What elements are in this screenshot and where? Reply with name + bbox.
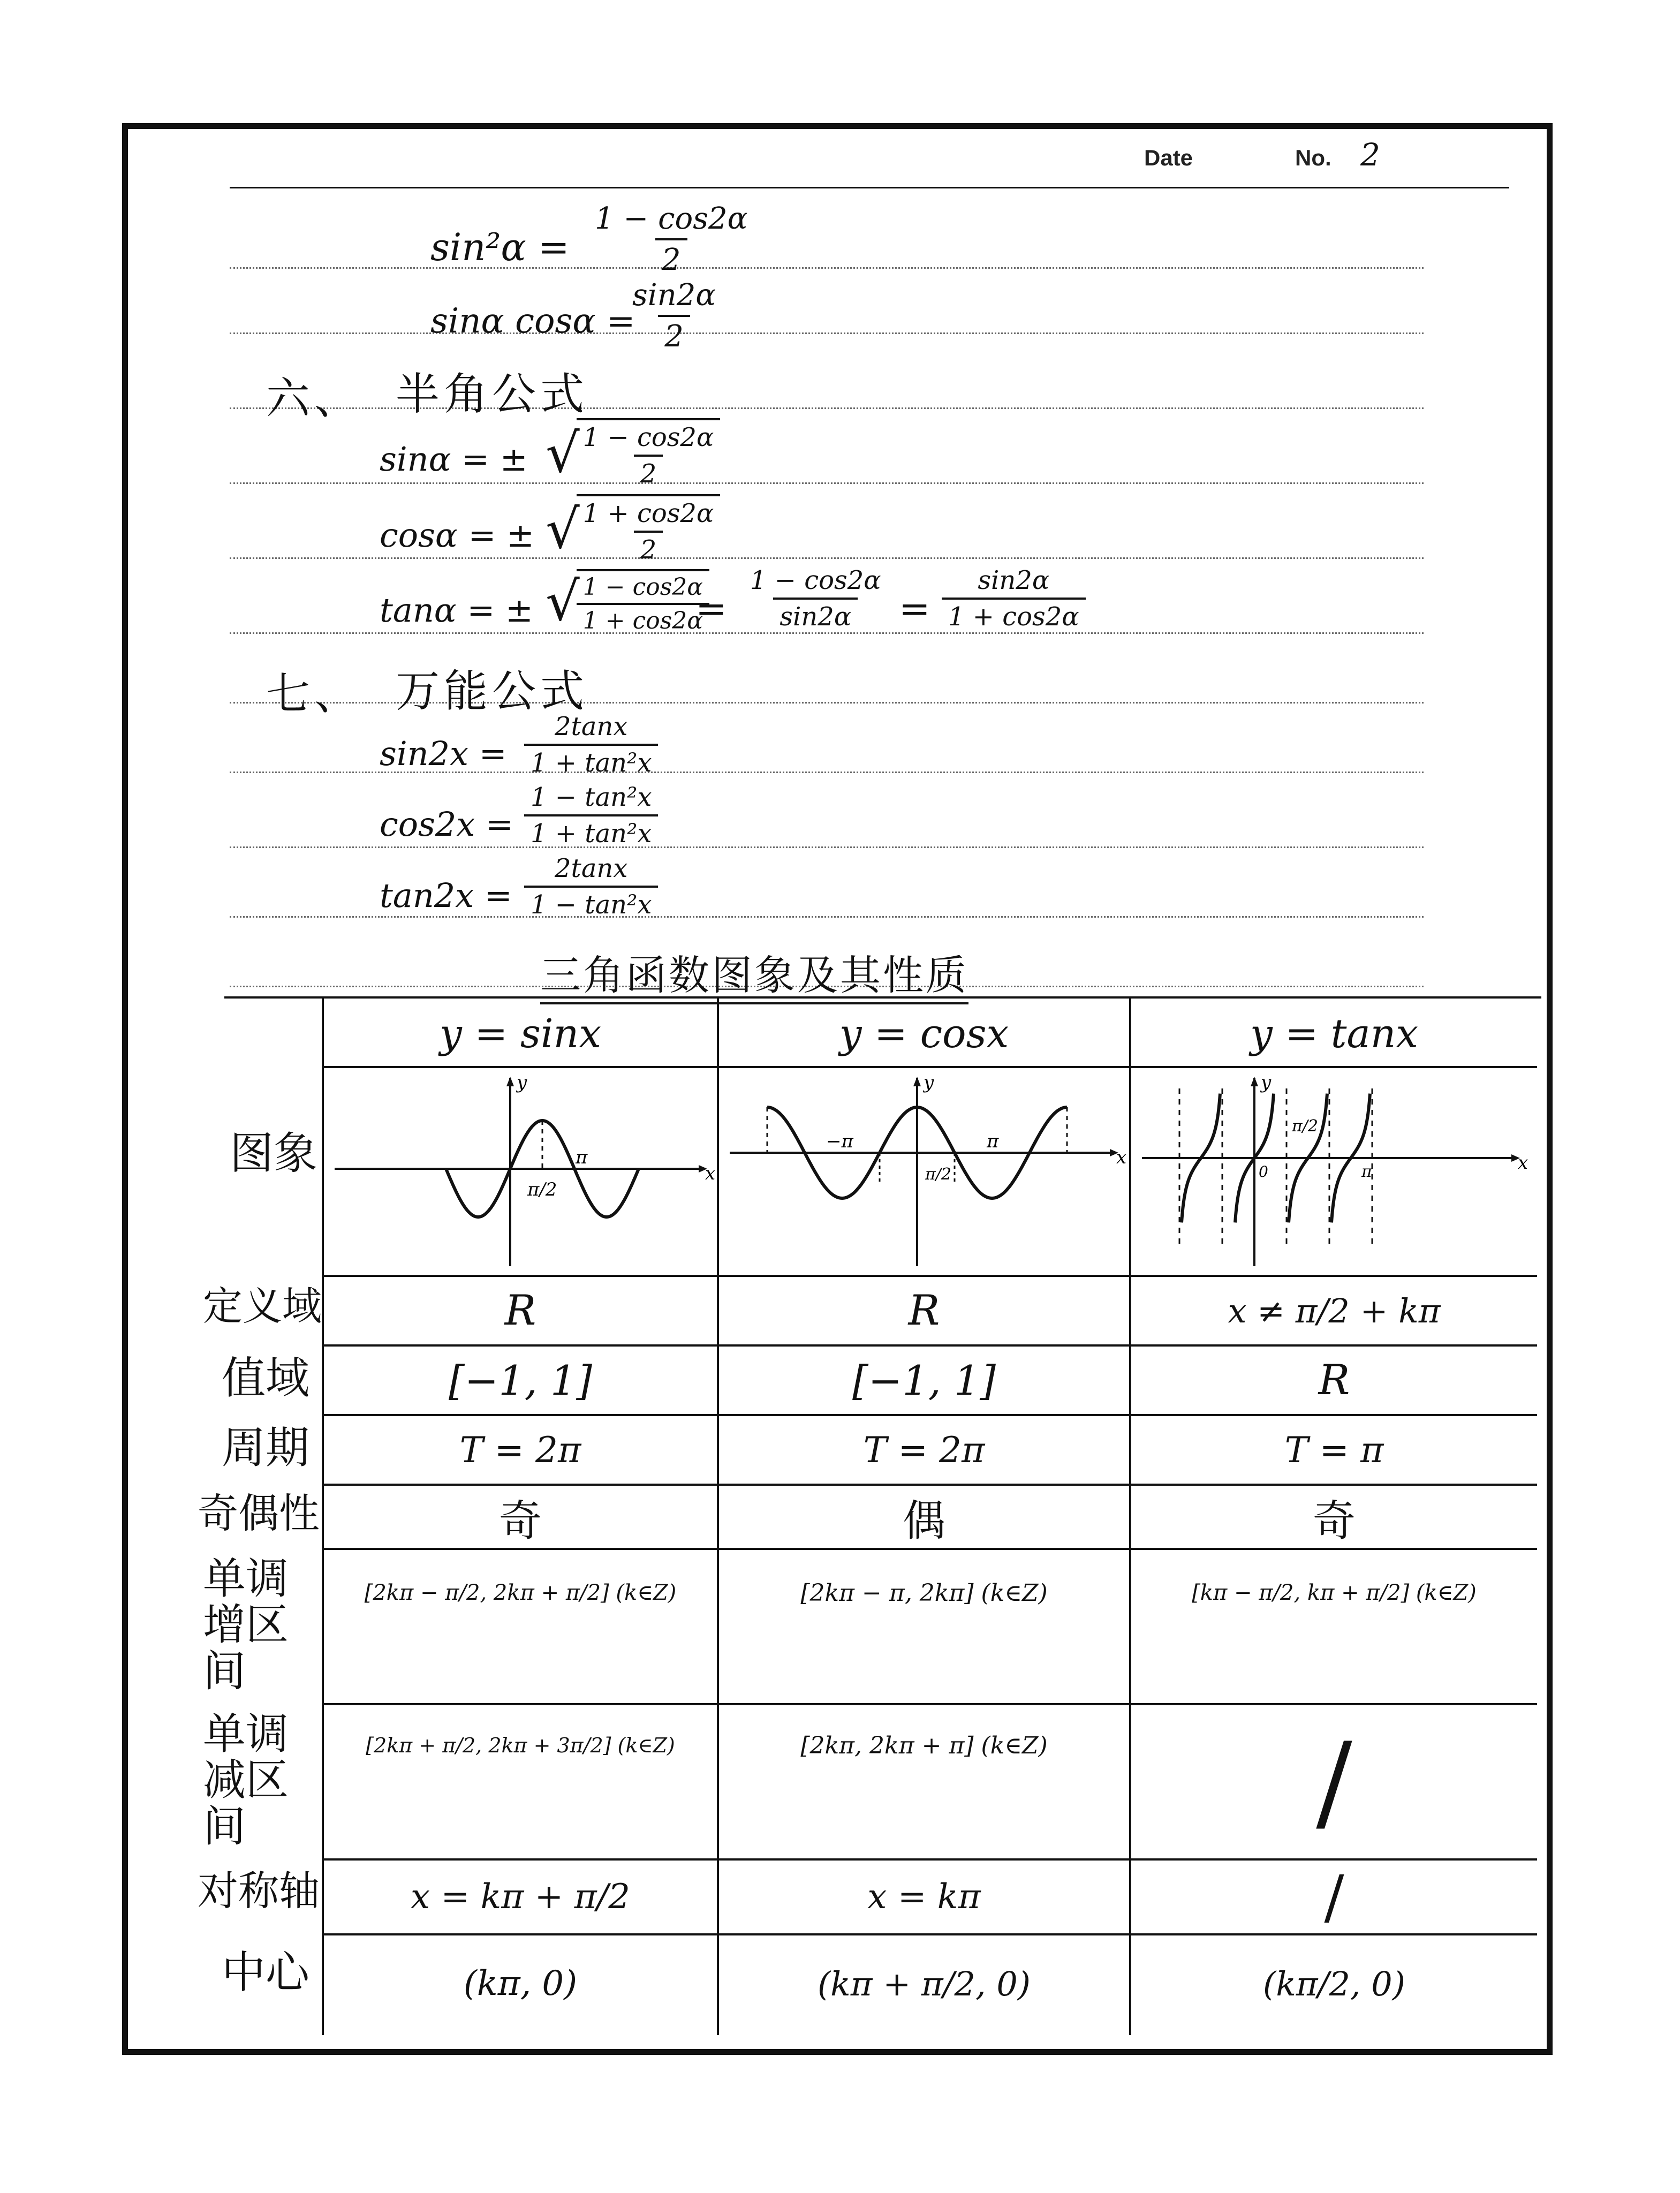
sincos-fraction: [626, 278, 722, 354]
tan-label-pi: π: [1361, 1162, 1372, 1181]
half-tan-eq2: =: [899, 587, 930, 631]
half-tan-eq1: =: [695, 587, 727, 631]
decrease-tan: /: [1316, 1719, 1352, 1844]
ruled-line: [230, 916, 1424, 918]
center-sin: (kπ, 0): [463, 1964, 578, 2003]
half-cos-denominator: 2: [634, 531, 663, 565]
parity-cos: 偶: [903, 1495, 945, 1546]
univ-cos-numerator: 1 − tan²x: [531, 782, 652, 812]
half-sin-fraction: [577, 418, 721, 489]
row-label-graph: 图象: [230, 1128, 318, 1179]
univ-sin-denominator: 1 + tan²x: [524, 744, 658, 778]
period-cos: T = 2π: [863, 1429, 985, 1471]
center-cos: (kπ + π/2, 0): [817, 1964, 1031, 2003]
half-sin-denominator: 2: [634, 455, 663, 489]
tan-graph: [1131, 1067, 1537, 1274]
section7-number: 七、: [266, 669, 363, 720]
tan-label-x: x: [1518, 1152, 1528, 1174]
half-tan-lhs: tanα = ±: [380, 591, 533, 630]
univ-tan-fraction: [524, 853, 658, 920]
notebook-page: [122, 123, 1553, 2055]
sincos-denominator: 2: [658, 315, 690, 354]
half-tan-numerator3: sin2α: [978, 565, 1050, 595]
cos-label-y: y: [924, 1072, 934, 1093]
row-label-period: 周期: [222, 1423, 310, 1473]
parity-sin: 奇: [499, 1495, 542, 1546]
sin2-numerator: 1 − cos2α: [595, 201, 748, 236]
increase-sin: [2kπ − π/2, 2kπ + π/2] (k∈Z): [364, 1581, 677, 1605]
sin2-fraction: [588, 201, 754, 277]
table-top-rule: [224, 996, 1541, 999]
cos-label-neg-pi: −π: [826, 1131, 853, 1152]
row-label-range: 值域: [222, 1353, 310, 1404]
half-tan-fraction3: [942, 565, 1086, 632]
half-tan-numerator2: 1 − cos2α: [750, 565, 881, 595]
period-tan: T = π: [1284, 1429, 1384, 1471]
univ-tan-denominator: 1 − tan²x: [524, 886, 658, 920]
range-tan: R: [1318, 1356, 1350, 1404]
page-number: 2: [1360, 137, 1380, 173]
row-label-axis: 对称轴: [198, 1867, 320, 1915]
domain-cos: R: [908, 1287, 940, 1335]
section7-title: 万能公式: [396, 666, 589, 717]
half-cos-lhs: cosα = ±: [380, 516, 535, 555]
cos-label-x: x: [1116, 1147, 1127, 1168]
range-sin: [−1, 1]: [448, 1356, 592, 1404]
header-rule: [230, 187, 1509, 188]
half-tan-denominator3: 1 + cos2α: [942, 598, 1086, 632]
sin-label-x: x: [705, 1163, 716, 1184]
decrease-sin: [2kπ + π/2, 2kπ + 3π/2] (k∈Z): [366, 1734, 675, 1757]
tan-label-pi-half: π/2: [1292, 1117, 1318, 1136]
increase-cos: [2kπ − π, 2kπ] (k∈Z): [800, 1579, 1048, 1607]
half-tan-fraction2: [744, 565, 888, 632]
table-title: 三角函数图象及其性质: [540, 943, 968, 1004]
no-label: No.: [1295, 145, 1331, 170]
sincos-numerator: sin2α: [632, 278, 716, 313]
ruled-line: [230, 557, 1424, 559]
half-tan-denominator2: sin2α: [773, 598, 858, 632]
axis-sin: x = kπ + π/2: [411, 1877, 630, 1917]
section6-title: 半角公式: [396, 369, 589, 420]
half-cos-fraction: [577, 494, 721, 565]
axis-cos: x = kπ: [867, 1877, 981, 1917]
univ-cos-denominator: 1 + tan²x: [524, 814, 658, 849]
half-sin-sqrt: √ $\frac{1 - \cos 2\alpha}{2}$: [546, 418, 720, 489]
col-header-cos: y = cosx: [839, 1011, 1009, 1057]
half-sin-lhs: sinα = ±: [380, 440, 528, 479]
row-label-decrease: 单调减区间: [203, 1709, 289, 1851]
half-tan-fraction: [577, 569, 709, 634]
cos-label-pi: π: [987, 1131, 999, 1152]
col-header-sin: y = sinx: [440, 1011, 601, 1057]
sin-label-y: y: [517, 1072, 527, 1093]
univ-cos-lhs: cos2x =: [380, 805, 513, 844]
domain-tan: x ≠ π/2 + kπ: [1228, 1291, 1441, 1330]
sin-graph: [324, 1067, 717, 1274]
row-label-parity: 奇偶性: [198, 1489, 320, 1537]
tan-label-y: y: [1261, 1072, 1272, 1093]
ruled-line: [230, 267, 1424, 269]
cos-graph: [719, 1067, 1129, 1274]
sin-label-pi-half: π/2: [527, 1179, 557, 1200]
increase-tan: [kπ − π/2, kπ + π/2] (k∈Z): [1192, 1581, 1477, 1605]
decrease-cos: [2kπ, 2kπ + π] (k∈Z): [800, 1731, 1048, 1759]
sincos-lhs: sinα cosα =: [430, 301, 635, 341]
half-tan-sqrt: √ $\frac{1 - \cos 2\alpha}{1 + \cos 2\alpha}$: [546, 569, 709, 634]
ruled-line: [230, 846, 1424, 848]
half-sin-numerator: 1 − cos2α: [582, 422, 714, 452]
half-cos-sqrt: √ $\frac{1 + \cos 2\alpha}{2}$: [546, 494, 720, 565]
sin-label-pi: π: [576, 1147, 588, 1168]
univ-cos-fraction: [524, 782, 658, 849]
date-label: Date: [1144, 145, 1193, 170]
row-label-increase: 单调增区间: [203, 1554, 289, 1696]
tan-label-zero: 0: [1259, 1163, 1268, 1181]
ruled-line: [230, 632, 1424, 634]
section6-number: 六、: [266, 373, 363, 424]
half-tan-numerator: 1 − cos2α: [582, 573, 703, 601]
univ-tan-lhs: tan2x =: [380, 876, 512, 915]
parity-tan: 奇: [1313, 1495, 1356, 1546]
half-tan-denominator: 1 + cos2α: [577, 603, 709, 634]
sin2-denominator: 2: [655, 238, 687, 277]
sin2-lhs: sin²α =: [430, 225, 570, 269]
univ-sin-lhs: sin2x =: [380, 734, 507, 773]
domain-sin: R: [504, 1287, 536, 1335]
center-tan: (kπ/2, 0): [1263, 1964, 1405, 2003]
cos-label-pi-half: π/2: [925, 1165, 951, 1184]
ruled-line: [230, 482, 1424, 484]
row-label-center: 中心: [222, 1947, 310, 1998]
period-sin: T = 2π: [459, 1429, 581, 1471]
axis-tan: /: [1324, 1863, 1344, 1931]
half-cos-numerator: 1 + cos2α: [582, 498, 714, 528]
row-label-domain: 定义域: [203, 1283, 322, 1329]
range-cos: [−1, 1]: [852, 1356, 996, 1404]
univ-tan-numerator: 2tanx: [554, 853, 628, 883]
univ-sin-fraction: [524, 712, 658, 778]
col-header-tan: y = tanx: [1250, 1011, 1419, 1057]
ruled-line: [230, 332, 1424, 334]
univ-sin-numerator: 2tanx: [554, 712, 628, 742]
